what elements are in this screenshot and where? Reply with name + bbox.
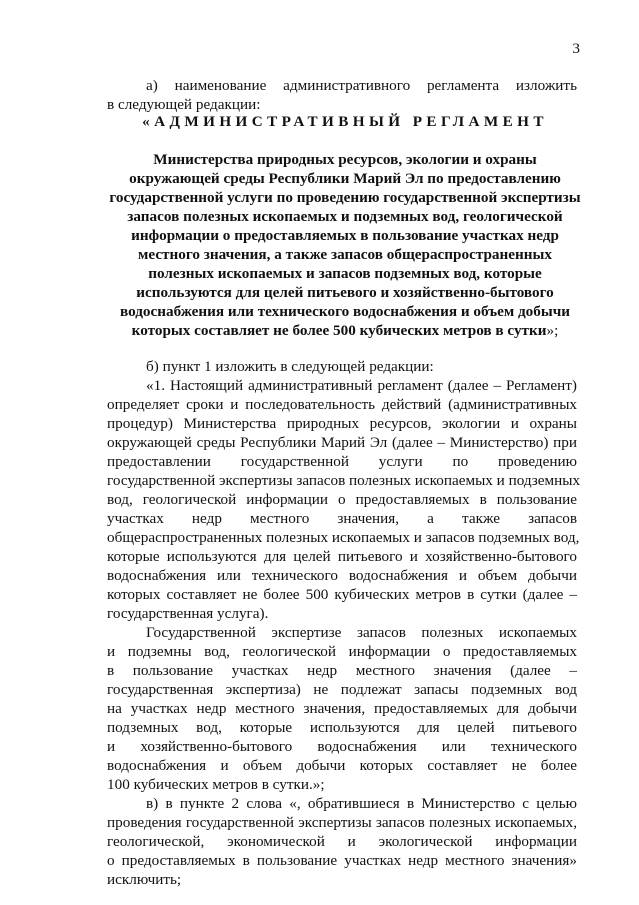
- para2-line-1: Государственной экспертизе запасов полезных ископаемых: [146, 624, 577, 641]
- item-a-line-1: а) наименование административного регламента изложить: [146, 77, 577, 94]
- para1-line-5: предоставлении государственной услуги по проведению: [107, 453, 577, 470]
- subtitle-line-5: информации о предоставляемых в пользование участках недр: [131, 227, 559, 244]
- para2-line-3: в пользование участках недр местного значения (далее –: [107, 662, 577, 679]
- para1-line-11: водоснабжения или технического водоснабжения и объем добычи: [107, 567, 577, 584]
- para2-line-4: государственная экспертиза) не подлежат запасы подземных вод: [107, 681, 577, 698]
- subtitle-line-8: используются для целей питьевого и хозяйственно-бытового: [136, 284, 554, 301]
- para1-line-12: которых составляет не более 500 кубических метров в сутки (далее –: [107, 586, 577, 603]
- subtitle-line-7: полезных ископаемых и запасов подземных вод, которые: [148, 265, 542, 282]
- para1-line-6: государственной экспертизы запасов полезных ископаемых и подземных: [107, 472, 581, 489]
- subtitle-line-1: Министерства природных ресурсов, экологии и охраны: [153, 151, 537, 168]
- para2-line-6: подземных вод, которые используются для целей питьевого: [107, 719, 577, 736]
- item-v-line-2: проведения государственной экспертизы запасов полезных ископаемых,: [107, 814, 577, 831]
- para2-line-9: 100 кубических метров в сутки.»;: [107, 776, 325, 793]
- subtitle-line-9: водоснабжения или технического водоснабжения и объем добычи: [119, 303, 571, 320]
- para2-line-7: и хозяйственно-бытового водоснабжения или технического: [107, 738, 577, 755]
- subtitle-last-bold: которых составляет не более 500 кубических метров в сутки: [131, 322, 547, 339]
- para2-line-2: и подземны вод, геологической информации о предоставляемых: [107, 643, 577, 660]
- item-v-line-1: в) в пункте 2 слова «, обратившиеся в Министерство с целью: [146, 795, 577, 812]
- para1-line-2: определяет сроки и последовательность действий (административных: [107, 396, 577, 413]
- page-number: 3: [572, 40, 580, 57]
- subtitle-line-6: местного значения, а также запасов общераспространенных: [138, 246, 552, 263]
- para1-line-9: общераспространенных полезных ископаемых и запасов подземных вод,: [107, 529, 580, 546]
- para1-line-13: государственная услуга).: [107, 605, 269, 622]
- para2-line-8: водоснабжения и объем добычи которых составляет не более: [107, 757, 577, 774]
- item-b-intro: б) пункт 1 изложить в следующей редакции:: [146, 358, 434, 375]
- para1-line-7: вод, геологической информации о предоставляемых в пользование: [107, 491, 577, 508]
- para1-line-4: окружающей среды Республики Марий Эл (далее – Министерство) при: [107, 434, 577, 451]
- subtitle-line-4: запасов полезных ископаемых и подземных вод, геологической: [127, 208, 563, 225]
- item-v-line-3: геологической, экономической и экологической информации: [107, 833, 577, 850]
- para1-line-10: которые используются для целей питьевого и хозяйственно-бытового: [107, 548, 577, 565]
- para1-line-8: участках недр местного значения, а также запасов: [107, 510, 577, 527]
- subtitle-line-10: [60, 321, 630, 340]
- item-v-line-4: о предоставляемых в пользование участках недр местного значения»: [107, 852, 577, 869]
- para1-line-3: процедур) Министерства природных ресурсов, экологии и охраны: [107, 415, 577, 432]
- subtitle-line-2: окружающей среды Республики Марий Эл по предоставлению: [129, 170, 561, 187]
- item-v-line-5: исключить;: [107, 871, 182, 888]
- para2-line-5: на участках недр местного значения, предоставляемых для добычи: [107, 700, 577, 717]
- item-a-line-2: в следующей редакции:: [107, 96, 261, 113]
- subtitle-line-3: государственной услуги по проведению государственной экспертизы: [109, 189, 581, 206]
- regulation-title: «АДМИНИСТРАТИВНЫЙ РЕГЛАМЕНТ: [142, 113, 548, 130]
- para1-line-1: «1. Настоящий административный регламент (далее – Регламент): [146, 377, 577, 394]
- subtitle-last-tail: »;: [546, 322, 559, 339]
